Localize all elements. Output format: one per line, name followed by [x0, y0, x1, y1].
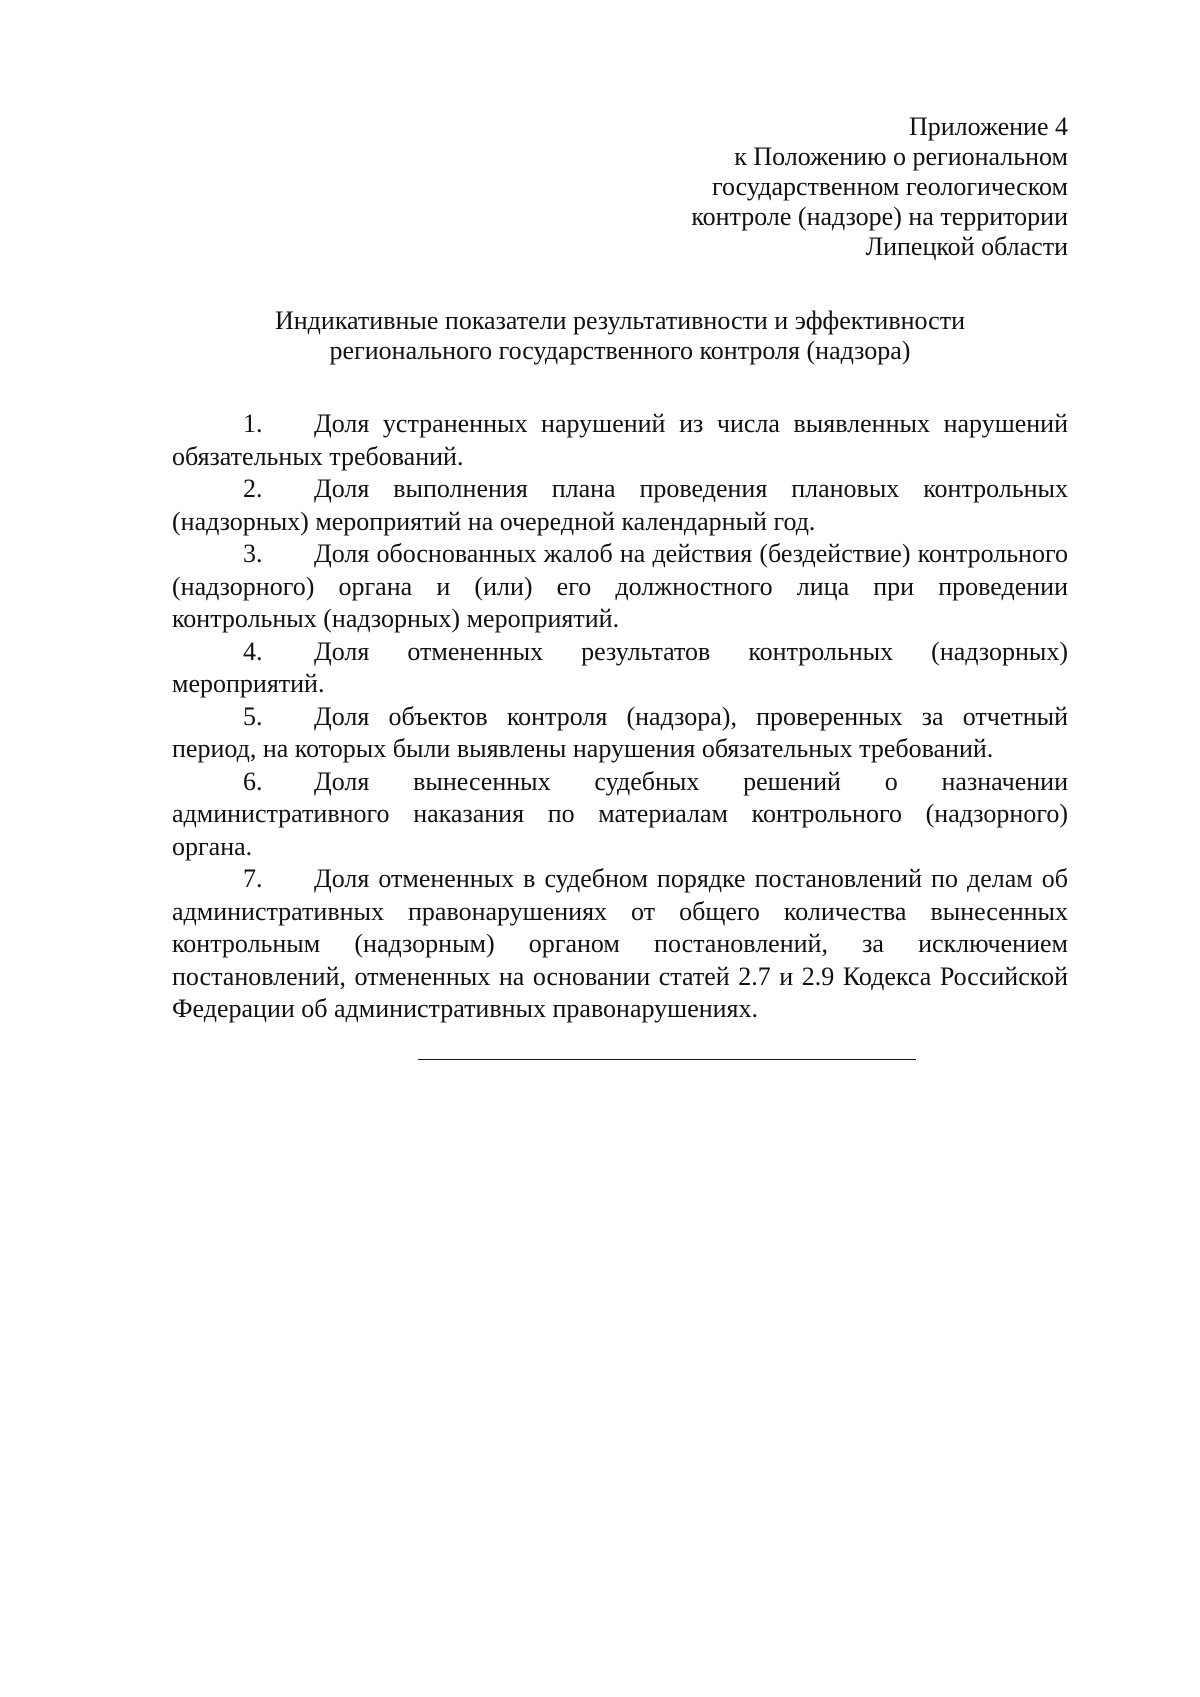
- item-text: Доля отмененных в судебном порядке постановлений по делам об административных правонарушениях от общего количества вынесенных контрольным (надзорным) органом постановлений, за исключением постановлений, отмененных на основании статей 2.7 и 2.9 Кодекса Российской Федерации об административных правонарушениях.: [172, 864, 1068, 1023]
- title-line: Индикативные показатели результативности и эффективности: [274, 306, 965, 335]
- item-number: 2.: [243, 474, 263, 503]
- item-text: Доля устраненных нарушений из числа выявленных нарушений обязательных требований.: [172, 409, 1068, 471]
- list-item: [172, 538, 1068, 636]
- item-text: Доля объектов контроля (надзора), проверенных за отчетный период, на которых были выявлены нарушения обязательных требований.: [172, 701, 1068, 763]
- item-text: Доля выполнения плана проведения плановых контрольных (надзорных) мероприятий на очередной календарный год.: [172, 474, 1068, 536]
- appendix-line: Приложение 4: [908, 112, 1068, 141]
- item-text: Доля отмененных результатов контрольных (надзорных) мероприятий.: [172, 636, 1068, 698]
- item-number: 3.: [243, 539, 263, 568]
- item-number: 1.: [243, 409, 263, 438]
- separator-line: [418, 1059, 916, 1060]
- item-number: 6.: [243, 766, 263, 796]
- list-item: [172, 408, 1068, 473]
- item-text: Доля обоснованных жалоб на действия (бездействие) контрольного (надзорного) органа и (или) его должностного лица при проведении контрольных (надзорных) мероприятий.: [172, 539, 1068, 633]
- title-line: регионального государственного контроля (надзора): [329, 336, 911, 365]
- list-item: [172, 766, 1068, 864]
- list-item: [172, 701, 1068, 766]
- appendix-line: контроле (надзоре) на территории: [691, 202, 1068, 231]
- appendix-line: к Положению о региональном: [734, 142, 1068, 171]
- appendix-header: [508, 112, 1068, 262]
- document-title: [172, 306, 1068, 366]
- appendix-line: Липецкой области: [865, 232, 1068, 261]
- appendix-line: государственном геологическом: [712, 172, 1068, 201]
- item-number: 7.: [243, 864, 263, 893]
- list-item: [172, 863, 1068, 1026]
- item-number: 4.: [243, 636, 263, 666]
- list-item: [172, 473, 1068, 538]
- item-text: Доля вынесенных судебных решений о назначении административного наказания по материалам контрольного (надзорного) органа.: [172, 766, 1068, 861]
- list-item: [172, 636, 1068, 701]
- indicator-list: [172, 408, 1068, 1026]
- item-number: 5.: [243, 701, 263, 731]
